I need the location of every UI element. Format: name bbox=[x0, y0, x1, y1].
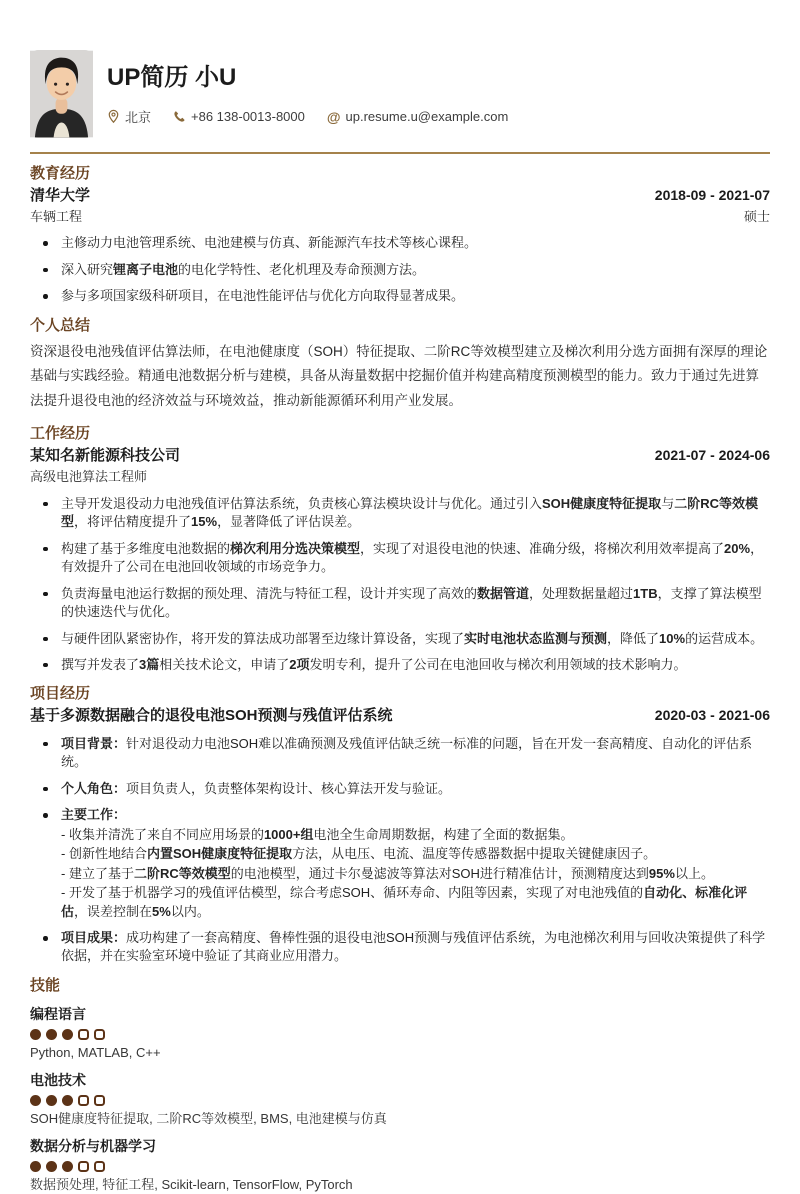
project-bullet-list bbox=[30, 735, 770, 966]
work-sub-row bbox=[30, 469, 770, 486]
list-item-main-work bbox=[30, 806, 770, 921]
list-item: 负责海量电池运行数据的预处理、清洗与特征工程，设计并实现了高效的数据管道，处理数据量超过1TB，支撑了算法模型的快速迭代与优化。 bbox=[30, 585, 770, 622]
contact-phone-text: +86 138-0013-8000 bbox=[191, 109, 305, 125]
education-date: 2018-09 - 2021-07 bbox=[654, 186, 770, 203]
list-item: 深入研究锂离子电池的电化学特性、老化机理及寿命预测方法。 bbox=[30, 261, 770, 279]
person-name: UP简历 小U bbox=[107, 64, 237, 91]
list-item: 个人角色：项目负责人，负责整体架构设计、核心算法开发与验证。 bbox=[30, 780, 770, 798]
main-work-line: - 收集并清洗了来自不同应用场景的1000+组电池全生命周期数据，构建了全面的数据集。 bbox=[61, 826, 574, 842]
contact-phone bbox=[173, 109, 305, 124]
work-bullet-list bbox=[30, 495, 770, 675]
list-item: 与硬件团队紧密协作，将开发的算法成功部署至边缘计算设备，实现了实时电池状态监测与预测，降低了10%的运营成本。 bbox=[30, 630, 770, 648]
main-work-label: 主要工作： bbox=[61, 807, 127, 823]
skill-level-dots bbox=[30, 1029, 770, 1040]
phone-icon bbox=[173, 110, 186, 123]
section-skills bbox=[30, 977, 770, 1194]
list-item: 撰写并发表了3篇相关技术论文，申请了2项发明专利，提升了公司在电池回收与梯次利用领域的技术影响力。 bbox=[30, 656, 770, 674]
contact-location-text: 北京 bbox=[125, 110, 152, 126]
main-work-line: - 创新性地结合内置SOH健康度特征提取方法，从电压、电流、温度等传感器数据中提取关键健康因子。 bbox=[61, 846, 657, 862]
location-pin-icon bbox=[107, 109, 120, 124]
work-date: 2021-07 - 2024-06 bbox=[654, 447, 770, 464]
at-sign-icon: @ bbox=[326, 108, 341, 125]
list-item: 主修动力电池管理系统、电池建模与仿真、新能源汽车技术等核心课程。 bbox=[30, 234, 770, 252]
main-work-line: - 开发了基于机器学习的残值评估模型，综合考虑SOH、循环寿命、内阻等因素，实现了对电池残值的自动化、标准化评估，误差控制在5%以内。 bbox=[61, 885, 748, 919]
summary-text: 资深退役电池残值评估算法师，在电池健康度（SOH）特征提取、二阶RC等效模型建立及梯次利用分选方面拥有深厚的理论基础与实践经验。精通电池数据分析与建模，具备从海量数据中挖掘价值并构建高精度预测模型的能力。致力于通过先进算法提升退役电池的经济效益与环境效益，推动新能源循环利用产业发展。 bbox=[30, 343, 768, 409]
list-item: 主导开发退役动力电池残值评估算法系统，负责核心算法模块设计与优化。通过引入SOH健康度特征提取与二阶RC等效模型，将评估精度提升了15%，显著降低了评估误差。 bbox=[30, 495, 770, 532]
project-title-row bbox=[30, 707, 770, 726]
contact-email bbox=[327, 109, 508, 125]
project-date: 2020-03 - 2021-06 bbox=[654, 707, 770, 724]
section-education bbox=[30, 165, 770, 306]
skill-level-dots bbox=[30, 1161, 770, 1172]
list-item: 项目成果：成功构建了一套高精度、鲁棒性强的退役电池SOH预测与残值评估系统，为电池梯次利用与回收决策提供了科学依据，并在实验室环境中验证了其商业应用潜力。 bbox=[30, 929, 770, 966]
skill-desc: SOH健康度特征提取, 二阶RC等效模型, BMS, 电池建模与仿真 bbox=[30, 1110, 387, 1126]
contact-row bbox=[107, 107, 508, 126]
company-name: 某知名新能源科技公司 bbox=[30, 447, 181, 465]
work-heading: 工作经历 bbox=[30, 425, 91, 443]
skills-heading: 技能 bbox=[30, 976, 61, 994]
contact-location bbox=[107, 107, 151, 126]
summary-heading: 个人总结 bbox=[30, 316, 91, 334]
project-title: 基于多源数据融合的退役电池SOH预测与残值评估系统 bbox=[30, 707, 393, 725]
list-item: 项目背景：针对退役动力电池SOH难以准确预测及残值评估缺乏统一标准的问题，旨在开发一套高精度、自动化的评估系统。 bbox=[30, 735, 770, 772]
skill-name: 数据分析与机器学习 bbox=[30, 1137, 156, 1154]
education-heading: 教育经历 bbox=[30, 165, 91, 182]
skill-desc: Python, MATLAB, C++ bbox=[30, 1044, 161, 1060]
skill-group-programming bbox=[30, 1005, 770, 1062]
header-text bbox=[107, 50, 508, 126]
main-work-line: - 建立了基于二阶RC等效模型的电池模型，通过卡尔曼滤波等算法对SOH进行精准估计，预测精度达到95%以上。 bbox=[61, 865, 714, 881]
project-heading: 项目经历 bbox=[30, 685, 91, 703]
list-item: 构建了基于多维度电池数据的梯次利用分选决策模型，实现了对退役电池的快速、准确分级，将梯次利用效率提高了20%，有效提升了公司在电池回收领域的市场竞争力。 bbox=[30, 540, 770, 577]
resume-header bbox=[30, 50, 770, 138]
education-major: 车辆工程 bbox=[30, 208, 83, 224]
skill-level-dots bbox=[30, 1095, 770, 1106]
header-divider bbox=[30, 152, 770, 154]
work-title-row bbox=[30, 447, 770, 466]
education-sub-row bbox=[30, 209, 770, 226]
skill-desc: 数据预处理, 特征工程, Scikit-learn, TensorFlow, PyTorch bbox=[30, 1177, 353, 1192]
skill-name: 编程语言 bbox=[30, 1005, 86, 1022]
job-title: 高级电池算法工程师 bbox=[30, 468, 148, 484]
avatar-photo bbox=[30, 50, 93, 138]
avatar bbox=[30, 50, 93, 138]
section-work bbox=[30, 425, 770, 674]
contact-email-text: up.resume.u@example.com bbox=[345, 109, 509, 125]
education-degree: 硕士 bbox=[743, 208, 770, 224]
skill-name: 电池技术 bbox=[30, 1071, 86, 1088]
section-summary bbox=[30, 317, 770, 415]
skill-group-data-ml bbox=[30, 1137, 770, 1194]
section-project bbox=[30, 685, 770, 965]
skill-group-battery bbox=[30, 1071, 770, 1128]
list-item: 参与多项国家级科研项目，在电池性能评估与优化方向取得显著成果。 bbox=[30, 287, 770, 305]
school-name: 清华大学 bbox=[30, 186, 91, 204]
education-title-row bbox=[30, 187, 770, 206]
education-bullet-list bbox=[30, 234, 770, 305]
